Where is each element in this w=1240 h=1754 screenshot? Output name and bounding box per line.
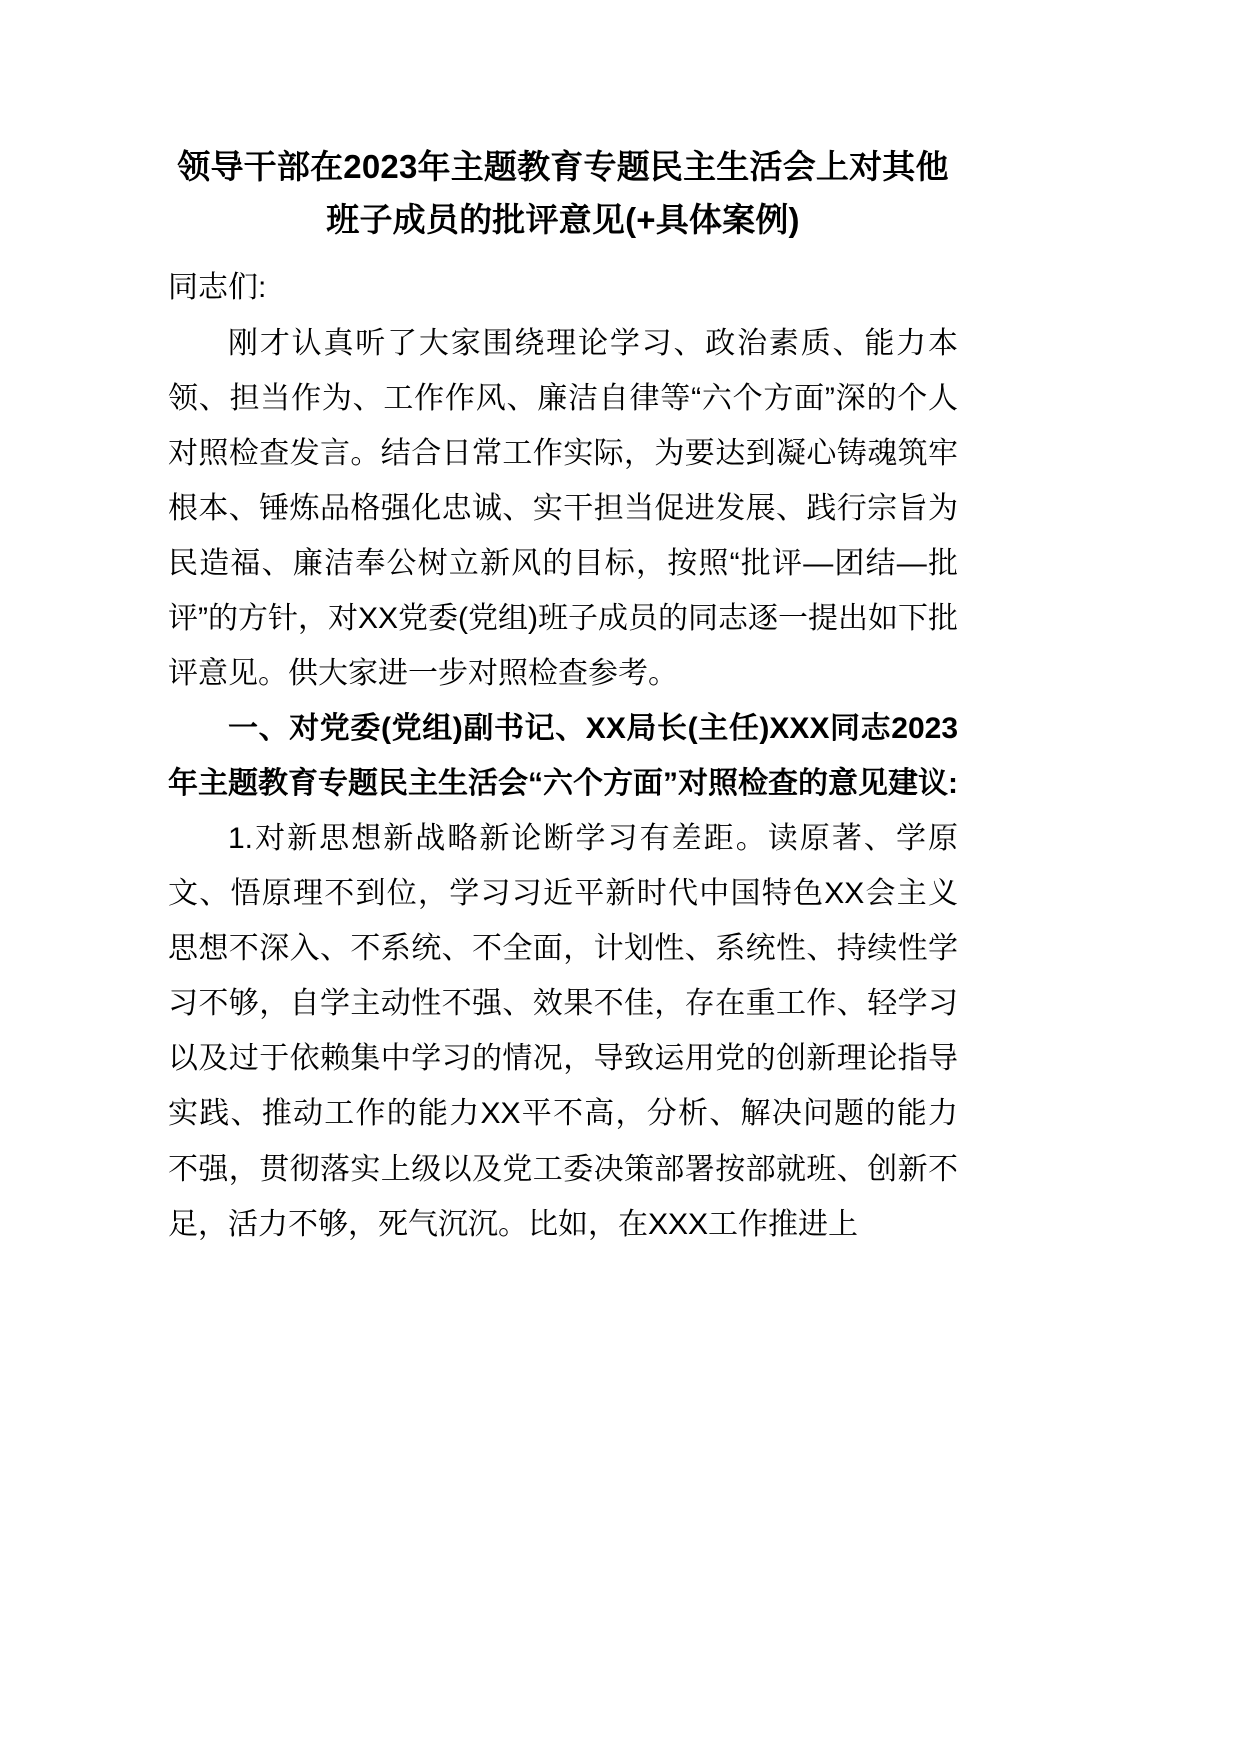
- salutation: 同志们:: [168, 270, 267, 304]
- intro-paragraph: 刚才认真听了大家围绕理论学习、政治素质、能力本领、担当作为、工作作风、廉洁自律等“六个方面”深的个人对照检查发言。结合日常工作实际，为要达到凝心铸魂筑牢根本、锤炼品格强化忠诚、实干担当促进发展、践行宗旨为民造福、廉洁奉公树立新风的目标，按照“批评—团结—批评”的方针，对XX党委(党组)班子成员的同志逐一提出如下批评意见。供大家进一步对照检查参考。: [168, 326, 958, 691]
- section-heading-one: 一、对党委(党组)副书记、XX局长(主任)XXX同志2023年主题教育专题民主生活会“六个方面”对照检查的意见建议:: [168, 712, 958, 801]
- document-title: 领导干部在2023年主题教育专题民主生活会上对其他班子成员的批评意见(+具体案例): [177, 148, 949, 239]
- document-content: [168, 140, 958, 1252]
- numbered-item-1: 1.对新思想新战略新论断学习有差距。读原著、学原文、悟原理不到位，学习习近平新时代中国特色XX会主义思想不深入、不系统、不全面，计划性、系统性、持续性学习不够，自学主动性不强、效果不佳，存在重工作、轻学习以及过于依赖集中学习的情况，导致运用党的创新理论指导实践、推动工作的能力XX平不高，分析、解决问题的能力不强，贯彻落实上级以及党工委决策部署按部就班、创新不足，活力不够，死气沉沉。比如，在XXX工作推进上: [168, 822, 958, 1241]
